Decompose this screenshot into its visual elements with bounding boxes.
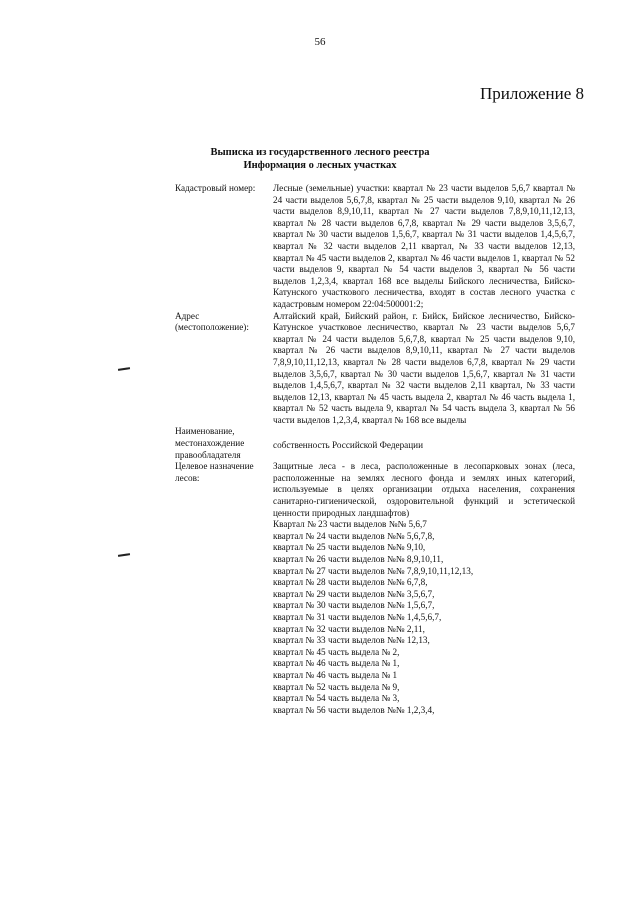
- list-item: квартал № 25 части выделов №№ 9,10,: [273, 542, 426, 553]
- label-address-line-1: Адрес: [175, 310, 200, 321]
- value-cadastral: Лесные (земельные) участки: квартал № 23 части выделов 5,6,7 квартал № 24 части выделов 5,6,7,8, квартал № 25 части выделов 9,10, квартал № 26 части выделов 8,9,10,11, квартал № 27 части выделов 7,8,9,10,11,12,13, квартал № 28 части выделов 6,7,8, квартал № 29 части выделов 3,5,6,7, квартал № 30 части выделов 1,5,6,7, квартал № 31 части выделов 1,4,5,6,7, квартал № 32 части выделов 2,11 квартал, № 33 части выделов 12,13, квартал № 45 части выделов 2, квартал № 46 части выделов 1, квартал № 52 части выделов 9, квартал № 54 части выделов 3, квартал № 56 части выделов 1,2,3,4, квартал 168 все выделы Бийского лесничества, Бийско-Катунского участкового лесничества, входят в состав лесного участка с кадастровым номером 22:04:500001:2;: [273, 183, 575, 309]
- label-owner-line-1: Наименование,: [175, 426, 235, 437]
- title-line-1: Выписка из государственного лесного реестра: [210, 147, 430, 158]
- label-purpose-line-1: Целевое назначение: [175, 461, 254, 472]
- list-item: квартал № 33 части выделов №№ 12,13,: [273, 635, 430, 646]
- list-item: квартал № 30 части выделов №№ 1,5,6,7,: [273, 600, 435, 611]
- list-item: квартал № 27 части выделов №№ 7,8,9,10,11,12,13,: [273, 565, 474, 576]
- list-item: квартал № 31 части выделов №№ 1,4,5,6,7,: [273, 611, 442, 622]
- list-item: квартал № 46 часть выдела № 1,: [273, 658, 400, 669]
- list-item: квартал № 24 части выделов №№ 5,6,7,8,: [273, 530, 435, 541]
- list-item: квартал № 32 части выделов №№ 2,11,: [273, 623, 425, 634]
- margin-mark: [118, 553, 130, 557]
- forest-info-table: [175, 183, 575, 716]
- list-item: квартал № 56 части выделов №№ 1,2,3,4,: [273, 704, 435, 715]
- list-item: квартал № 54 часть выдела № 3,: [273, 693, 400, 704]
- label-address: [175, 311, 273, 427]
- list-item: квартал № 45 часть выдела № 2,: [273, 646, 400, 657]
- list-item: квартал № 26 части выделов №№ 8,9,10,11,: [273, 554, 444, 564]
- row-cadastral: [175, 183, 575, 311]
- label-owner-line-2: местонахождение: [175, 438, 245, 449]
- label-owner: [175, 426, 273, 461]
- list-item: квартал № 52 часть выдела № 9,: [273, 681, 400, 692]
- margin-mark: [118, 367, 130, 371]
- list-item: Квартал № 23 части выделов №№ 5,6,7: [273, 519, 427, 530]
- value-address: Алтайский край, Бийский район, г. Бийск, Бийское лесничество, Бийско-Катунское участковое лесничество, квартал № 23 части выделов 5,6,7 квартал № 24 части выделов 5,6,7,8, квартал № 25 части выделов 9,10, квартал № 26 части выделов 8,9,10,11, квартал № 27 части выделов 7,8,9,10,11,12,13, квартал № 28 части выделов 6,7,8, квартал № 29 части выделов 3,5,6,7, квартал № 30 части выделов 1,5,6,7, квартал № 31 части выделов 1,4,5,6,7, квартал № 32 части выделов 2,11 квартал, № 33 части выделов 12,13, квартал № 45 часть выдела 2, квартал № 46 часть выдела 1, квартал № 52 часть выдела 9, квартал № 54 часть выдела 3, квартал № 56 части выделов 1,2,3,4, квартал № 168 все выделы: [273, 310, 575, 425]
- value-purpose: [273, 461, 575, 716]
- appendix-title: Приложение 8: [480, 84, 584, 103]
- list-item: квартал № 29 части выделов №№ 3,5,6,7,: [273, 588, 435, 599]
- label-purpose: [175, 461, 273, 716]
- purpose-description: Защитные леса - в леса, расположенные в лесопарковых зонах (леса, расположенные на землях лесного фонда и землях иных категорий, используемые в целях организации отдыха населения, сохранения санитарно-гигиенической, оздоровительной функций и эстетической ценности природных ландшафтов): [273, 461, 575, 518]
- label-purpose-line-2: лесов:: [175, 472, 200, 483]
- page-number: 56: [314, 36, 326, 48]
- title-line-2: Информация о лесных участках: [243, 160, 397, 171]
- row-owner: [175, 426, 575, 461]
- list-item: квартал № 28 части выделов №№ 6,7,8,: [273, 577, 428, 588]
- label-owner-line-3: правообладателя: [175, 449, 241, 460]
- row-purpose: [175, 461, 575, 716]
- list-item: квартал № 46 часть выдела № 1: [273, 669, 398, 680]
- label-address-line-2: (местоположение):: [175, 322, 249, 333]
- document-title: [0, 146, 640, 172]
- label-cadastral: Кадастровый номер:: [175, 183, 256, 193]
- row-address: [175, 311, 575, 427]
- purpose-items: [273, 519, 575, 716]
- value-owner: собственность Российской Федерации: [273, 440, 424, 451]
